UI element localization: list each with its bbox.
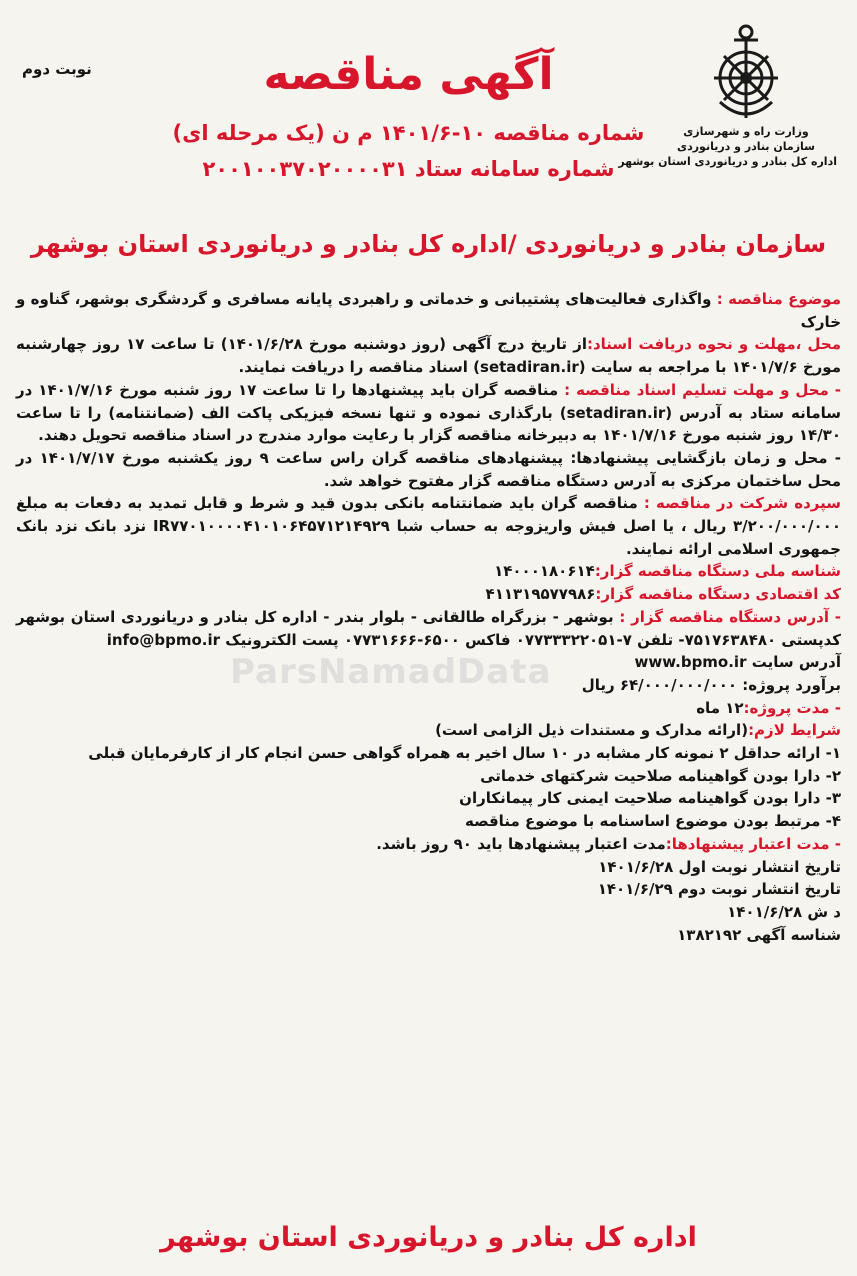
footer-organization: اداره کل بنادر و دریانوردی استان بوشهر xyxy=(160,1222,697,1253)
conditions-paragraph xyxy=(16,719,841,742)
condition-item: ۴- مرتبط بودن موضوع اساسنامه با موضوع مناقصه xyxy=(464,812,841,831)
duration-label: - مدت پروژه: xyxy=(743,698,841,717)
notice-title: آگهی مناقصه xyxy=(263,49,554,100)
validity-label: - مدت اعتبار پیشنهادها: xyxy=(665,834,841,853)
national-id-value: ۱۴۰۰۰۱۸۰۶۱۴ xyxy=(494,562,595,581)
organization-heading: سازمان بنادر و دریانوردی /اداره کل بنادر و دریانوردی استان بوشهر xyxy=(30,230,827,258)
logo-line-organization: سازمان بنادر و دریانوردی xyxy=(677,140,815,153)
logo-line-directorate: اداره کل بنادر و دریانوردی استان بوشهر xyxy=(618,155,837,168)
docs-label: محل ،مهلت و نحوه دریافت اسناد: xyxy=(586,335,842,354)
ports-organization-logo xyxy=(618,20,837,169)
deposit-text: مناقصه گران باید ضمانتنامه بانکی بدون قید و شرط و قابل تمدید به دفعات به مبلغ ۳/۲۰۰/۰۰۰/۰۰۰ ریال ، یا اصل فیش واریزوجه به حساب شبا IR۷۷۰۱۰۰۰۰۴۱۰۱۰۶۴۵۷۱۲۱۴۹۲۹ نزد بانک نزد بانک جمهوری اسلامی ارائه نمایند. xyxy=(16,494,841,558)
subject-paragraph xyxy=(16,288,841,333)
subject-label: موضوع مناقصه : xyxy=(716,290,841,308)
docs-paragraph xyxy=(16,333,841,378)
deposit-paragraph xyxy=(16,492,841,560)
economic-code-label: کد اقتصادی دستگاه مناقصه گزار: xyxy=(595,585,841,604)
national-id-label: شناسه ملی دستگاه مناقصه گزار: xyxy=(594,562,841,581)
opening-paragraph: - محل و زمان بازگشایی پیشنهادها: پیشنهادهای مناقصه گران راس ساعت ۹ روز یکشنبه مورخ ۱۴۰۱/۷/۱۷ در محل ساختمان مرکزی به آدرس دستگاه مناقصه گزار مفتوح خواهد شد. xyxy=(16,448,841,490)
economic-code-paragraph xyxy=(16,583,841,606)
duration-value: ۱۲ ماه xyxy=(696,698,744,717)
address-paragraph xyxy=(16,606,841,651)
website-paragraph: آدرس سایت www.bpmo.ir xyxy=(634,653,841,672)
publish-second-date: تاریخ انتشار نوبت دوم ۱۴۰۱/۶/۲۹ xyxy=(597,880,841,899)
conditions-label: شرایط لازم: xyxy=(748,721,841,740)
subject-text: واگذاری فعالیت‌های پشتیبانی و خدماتی و راهبردی پایانه مسافری و گردشگری بوشهر، گناوه و خارک xyxy=(16,290,841,331)
publish-first-date: تاریخ انتشار نوبت اول ۱۴۰۱/۶/۲۸ xyxy=(598,857,841,876)
national-id-paragraph xyxy=(16,560,841,583)
economic-code-value: ۴۱۱۳۱۹۵۷۷۹۸۶ xyxy=(485,585,596,604)
notice-body xyxy=(16,288,841,946)
condition-item: ۲- دارا بودن گواهینامه صلاحیت شرکتهای خدماتی xyxy=(480,766,841,785)
duration-paragraph xyxy=(16,697,841,720)
notice-header xyxy=(20,8,837,240)
address-text: بوشهر - بزرگراه طالقانی - بلوار بندر - اداره کل بنادر و دریانوردی استان بوشهر کدپستی ۷۵۱۷۶۳۸۴۸۰- تلفن ۷-۰۷۷۳۳۳۲۲۰۵۱ فاکس ۶۵۰۰-۰۷۷۳۱۶۶۶ پست الکترونیک info@bpmo.ir xyxy=(16,607,841,649)
validity-paragraph xyxy=(16,833,841,856)
conditions-text: (ارائه مدارک و مستندات ذیل الزامی است) xyxy=(435,721,749,740)
condition-item: ۱- ارائه حداقل ۲ نمونه کار مشابه در ۱۰ سال اخیر به همراه گواهی حسن انجام کار از کارفرمایان قبلی xyxy=(88,744,841,763)
deposit-label: سپرده شرکت در مناقصه : xyxy=(643,494,842,513)
title-block xyxy=(170,48,647,186)
ds-date: د ش ۱۴۰۱/۶/۲۸ xyxy=(727,902,841,921)
system-number: شماره سامانه ستاد ۲۰۰۱۰۰۳۷۰۲۰۰۰۰۳۱ xyxy=(202,157,615,181)
validity-text: مدت اعتبار پیشنهادها باید ۹۰ روز باشد. xyxy=(376,834,666,853)
ad-id: شناسه آگهی ۱۳۸۲۱۹۲ xyxy=(677,925,841,944)
address-label: - آدرس دستگاه مناقصه گزار : xyxy=(619,607,841,626)
submit-text: مناقصه گران باید پیشنهادها را تا ساعت ۱۷ روز شنبه مورخ ۱۴۰۱/۷/۱۶ در سامانه ستاد به آدرس (setadiran.ir) بارگذاری نموده و تنها نسخه فیزیکی پاکت الف (ضمانتنامه) را تا ساعت ۱۴/۳۰ روز شنبه مورخ ۱۴۰۱/۷/۱۶ به دبیرخانه مناقصه گزار با رعایت موارد مندرج در اسناد مناقصه تحویل دهند. xyxy=(16,380,841,445)
docs-text: از تاریخ درج آگهی (روز دوشنبه مورخ ۱۴۰۱/۶/۲۸) تا ساعت ۱۷ روز چهارشنبه مورخ ۱۴۰۱/۷/۶ با مراجعه به سایت (setadiran.ir) اسناد مناقصه را دریافت نمایند. xyxy=(16,335,841,377)
submit-paragraph xyxy=(16,379,841,447)
watermark-text: ParsNamadData xyxy=(230,652,552,692)
estimate-paragraph: برآورد پروژه: ۶۴/۰۰۰/۰۰۰/۰۰۰ ریال xyxy=(581,675,841,694)
logo-line-ministry: وزارت راه و شهرسازی xyxy=(683,125,809,138)
condition-item: ۳- دارا بودن گواهینامه صلاحیت ایمنی کار پیمانکاران xyxy=(459,789,841,808)
anchor-wheel-emblem-icon xyxy=(704,20,788,124)
edition-label: نوبت دوم xyxy=(22,60,92,78)
submit-label: - محل و مهلت تسلیم اسناد مناقصه : xyxy=(564,380,841,399)
tender-number: شماره مناقصه ۱۰-۱۴۰۱/۶ م ن (یک مرحله ای) xyxy=(172,121,645,145)
